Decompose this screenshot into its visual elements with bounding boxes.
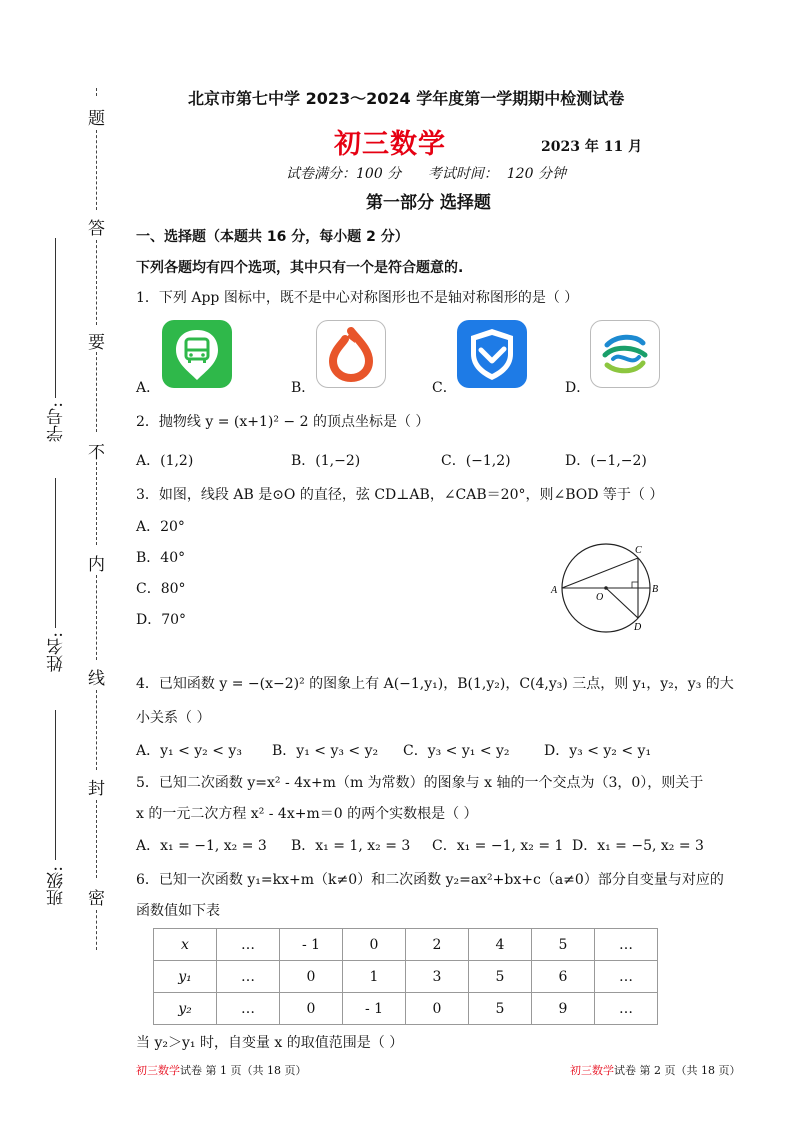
seal-line: [96, 575, 97, 660]
q3-stem: 3．如图，线段 AB 是⊙O 的直径，弦 CD⊥AB，∠CAB＝20°，则∠BOD 等于（ ）: [136, 487, 664, 503]
q6-after: 当 y₂＞y₁ 时，自变量 x 的取值范围是（ ）: [136, 1035, 404, 1051]
droplet-app-icon: [316, 320, 386, 388]
table-cell: 0: [280, 961, 343, 993]
q4-option-c[interactable]: C．y₃ < y₁ < y₂: [403, 743, 510, 759]
seal-line: [96, 240, 97, 325]
q3-option-c[interactable]: C．80°: [136, 581, 186, 597]
q1-stem: 1．下列 App 图标中，既不是中心对称图形也不是轴对称图形的是（ ）: [136, 290, 579, 306]
q4-stem: 4．已知函数 y = −(x−2)² 的图象上有 A(−1,y₁)，B(1,y₂)，C(4,y₃) 三点，则 y₁，y₂，y₃ 的大: [136, 676, 734, 692]
q1-option-a[interactable]: A．: [136, 380, 161, 396]
seal-line: [96, 130, 97, 210]
table-cell: 4: [469, 929, 532, 961]
table-cell: 1: [343, 961, 406, 993]
table-cell: …: [595, 993, 658, 1025]
footer-left-subject: 初三数学: [136, 1064, 180, 1077]
seal-line: [96, 88, 97, 96]
xuehao-label: 学号:: [47, 402, 67, 442]
q3-option-b[interactable]: B．40°: [136, 550, 186, 566]
circle-figure-svg: [546, 538, 666, 638]
table-cell: …: [595, 961, 658, 993]
q4-option-d[interactable]: D．y₃ < y₂ < y₁: [544, 743, 652, 759]
q5-option-b[interactable]: B．x₁ = 1, x₂ = 3: [291, 838, 411, 854]
china-mobile-app-icon: [590, 320, 660, 388]
table-cell: 9: [532, 993, 595, 1025]
label-d: D: [634, 622, 642, 633]
table-cell: 0: [343, 929, 406, 961]
table-cell: y₂: [154, 993, 217, 1025]
seal-line: [96, 910, 97, 950]
q3-option-d[interactable]: D．70°: [136, 612, 187, 628]
exam-info: 试卷满分：100 分 考试时间： 120 分钟: [286, 166, 566, 182]
table-cell: 0: [406, 993, 469, 1025]
q4-option-a[interactable]: A．y₁ < y₂ < y₃: [136, 743, 242, 759]
q2-option-c[interactable]: C．(−1,2): [441, 453, 511, 469]
table-cell: 2: [406, 929, 469, 961]
q1-option-d[interactable]: D．: [565, 380, 591, 396]
q2-option-b[interactable]: B．(1,−2): [291, 453, 361, 469]
footer-left-page: 试卷 第 1 页（共 18 页）: [180, 1064, 307, 1077]
table-cell: …: [595, 929, 658, 961]
seal-char: 内: [88, 555, 105, 575]
q1-option-b[interactable]: B．: [291, 380, 316, 396]
banji-label: 班级:: [47, 866, 67, 906]
q4-option-b[interactable]: B．y₁ < y₃ < y₂: [272, 743, 379, 759]
footer-right-subject: 初三数学: [570, 1064, 614, 1077]
q5-option-d[interactable]: D．x₁ = −5, x₂ = 3: [572, 838, 704, 854]
footer-right: [570, 1062, 740, 1078]
q5-option-a[interactable]: A．x₁ = −1, x₂ = 3: [136, 838, 267, 854]
table-cell: - 1: [343, 993, 406, 1025]
table-cell: …: [217, 961, 280, 993]
footer-left: [136, 1062, 306, 1078]
q1-option-c[interactable]: C．: [432, 380, 457, 396]
q2-option-a[interactable]: A．(1,2): [136, 453, 194, 469]
table-cell: 6: [532, 961, 595, 993]
seal-char: 封: [88, 779, 105, 799]
seal-char: 不: [88, 443, 105, 463]
table-cell: …: [217, 929, 280, 961]
subject-title: 初三数学: [334, 129, 446, 160]
part-title: 第一部分 选择题: [366, 193, 491, 213]
label-b: B: [652, 584, 659, 595]
bus-app-icon: [162, 320, 232, 388]
table-cell: y₁: [154, 961, 217, 993]
table-cell: …: [217, 993, 280, 1025]
xingming-fill-line: [55, 478, 56, 628]
q3-option-a[interactable]: A．20°: [136, 519, 185, 535]
table-cell: 5: [469, 993, 532, 1025]
table-cell: 5: [532, 929, 595, 961]
seal-char: 答: [88, 219, 105, 239]
table-cell: 5: [469, 961, 532, 993]
table-cell: - 1: [280, 929, 343, 961]
seal-line: [96, 800, 97, 878]
seal-char: 要: [88, 333, 105, 353]
q6-stem-cont: 函数值如下表: [136, 903, 220, 919]
label-c: C: [635, 545, 642, 556]
footer-right-page: 试卷 第 2 页（共 18 页）: [614, 1064, 741, 1077]
q4-stem-cont: 小关系（ ）: [136, 710, 211, 726]
xingming-label: 姓名:: [47, 632, 67, 672]
seal-char: 题: [88, 109, 105, 129]
label-o: O: [596, 592, 604, 603]
seal-char: 线: [88, 669, 105, 689]
exam-title: 北京市第七中学 2023～2024 学年度第一学期期中检测试卷: [188, 89, 625, 108]
seal-line: [96, 462, 97, 545]
circle-figure: [546, 538, 666, 638]
section-instruction: 下列各题均有四个选项，其中只有一个是符合题意的.: [136, 260, 464, 276]
q2-option-d[interactable]: D．(−1,−2): [565, 453, 647, 469]
q6-stem: 6．已知一次函数 y₁=kx+m（k≠0）和二次函数 y₂=ax²+bx+c（a≠0）部分自变量与对应的: [136, 872, 724, 888]
section-heading: 一、选择题（本题共 16 分，每小题 2 分）: [136, 229, 409, 245]
table-row: [154, 929, 658, 961]
seal-line: [96, 690, 97, 770]
table-cell: 3: [406, 961, 469, 993]
table-cell: 0: [280, 993, 343, 1025]
q5-stem-cont: x 的一元二次方程 x² - 4x+m＝0 的两个实数根是（ ）: [136, 806, 478, 822]
table-cell: x: [154, 929, 217, 961]
q5-option-c[interactable]: C．x₁ = −1, x₂ = 1: [432, 838, 564, 854]
label-a: A: [551, 585, 558, 596]
shield-check-app-icon: [457, 320, 527, 388]
q5-stem: 5．已知二次函数 y=x² - 4x+m（m 为常数）的图象与 x 轴的一个交点为（3，0），则关于: [136, 775, 704, 791]
xuehao-fill-line: [55, 238, 56, 398]
q2-stem: 2．抛物线 y = (x+1)² − 2 的顶点坐标是（ ）: [136, 414, 430, 430]
seal-line: [96, 352, 97, 432]
exam-date: 2023 年 11 月: [541, 139, 643, 155]
table-row: [154, 993, 658, 1025]
values-table: [153, 928, 658, 1025]
table-row: [154, 961, 658, 993]
banji-fill-line: [55, 710, 56, 860]
seal-char: 密: [88, 889, 105, 909]
